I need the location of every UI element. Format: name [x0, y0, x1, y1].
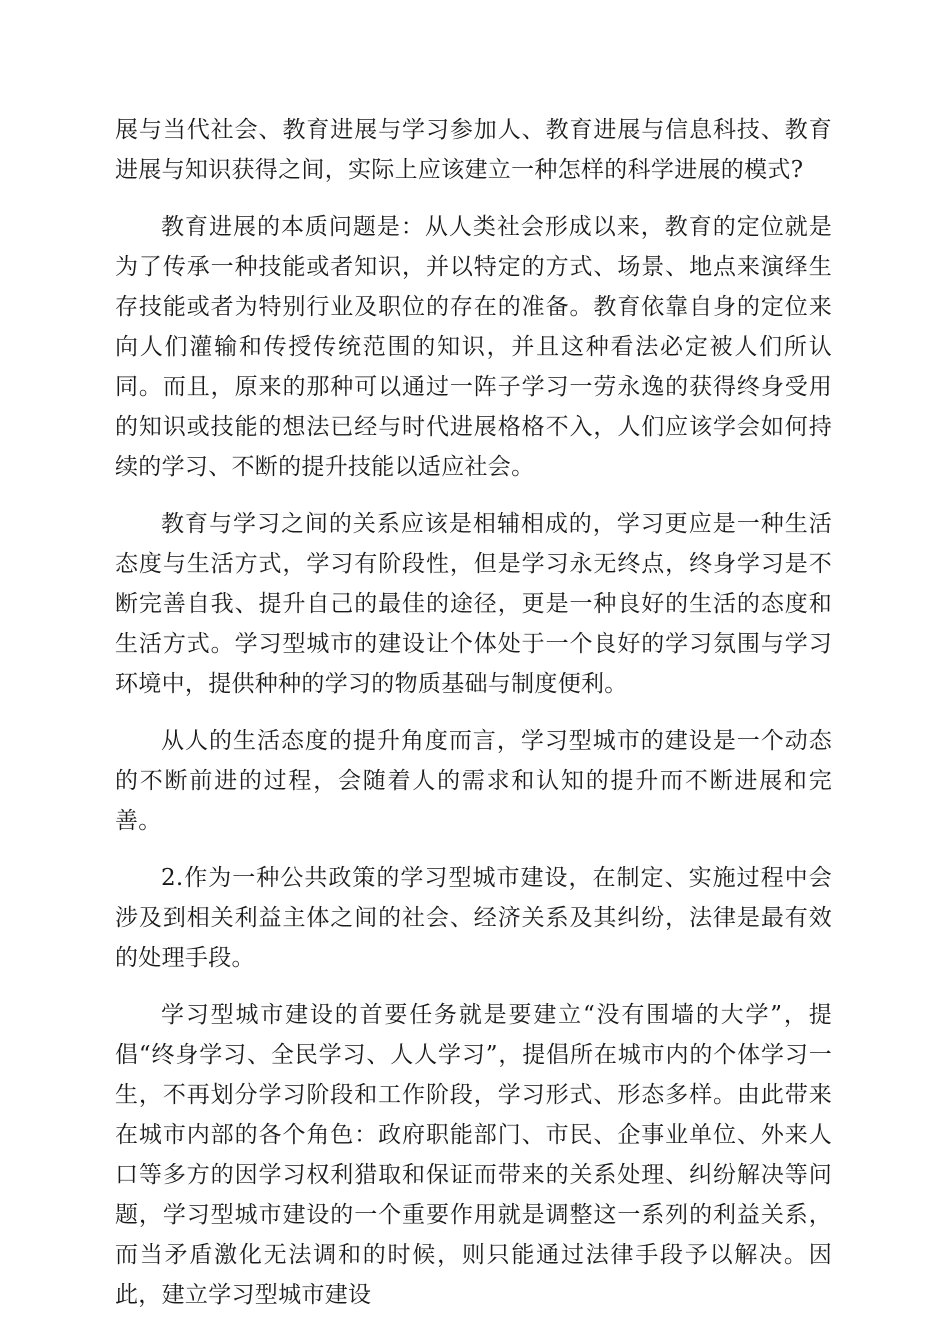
paragraph-public-policy: 2.作为一种公共政策的学习型城市建设，在制定、实施过程中会涉及到相关利益主体之间的社会、经济关系及其纠纷，法律是最有效的处理手段。 [115, 865, 832, 971]
paragraph-continuation: 展与当代社会、教育进展与学习参加人、教育进展与信息科技、教育进展与知识获得之间，实际上应该建立一种怎样的科学进展的模式? [115, 117, 832, 183]
paragraph-education-essence: 教育进展的本质问题是：从人类社会形成以来，教育的定位就是为了传承一种技能或者知识，并以特定的方式、场景、地点来演绎生存技能或者为特别行业及职位的存在的准备。教育依靠自身的定位来向人们灌输和传授传统范围的知识，并且这种看法必定被人们所认同。而且，原来的那种可以通过一阵子学习一劳永逸的获得终身受用的知识或技能的想法已经与时代进展格格不入，人们应该学会如何持续的学习、不断的提升技能以适应社会。 [115, 214, 832, 480]
paragraph-education-learning: 教育与学习之间的关系应该是相辅相成的，学习更应是一种生活态度与生活方式，学习有阶段性，但是学习永无终点，终身学习是不断完善自我、提升自己的最佳的途径，更是一种良好的生活的态度和生活方式。学习型城市的建设让个体处于一个良好的学习氛围与学习环境中，提供种种的学习的物质基础与制度便利。 [115, 511, 832, 697]
paragraph-life-attitude: 从人的生活态度的提升角度而言，学习型城市的建设是一个动态的不断前进的过程，会随着人的需求和认知的提升而不断进展和完善。 [115, 728, 832, 834]
paragraph-primary-task: 学习型城市建设的首要任务就是要建立“没有围墙的大学”，提倡“终身学习、全民学习、人人学习”，提倡所在城市内的个体学习一生，不再划分学习阶段和工作阶段，学习形式、形态多样。由此带来在城市内部的各个角色：政府职能部门、市民、企事业单位、外来人口等多方的因学习权利猎取和保证而带来的关系处理、纠纷解决等问题，学习型城市建设的一个重要作用就是调整这一系列的利益关系，而当矛盾激化无法调和的时候，则只能通过法律手段予以解决。因此，建立学习型城市建设 [115, 1002, 832, 1308]
document-body [115, 110, 832, 1332]
